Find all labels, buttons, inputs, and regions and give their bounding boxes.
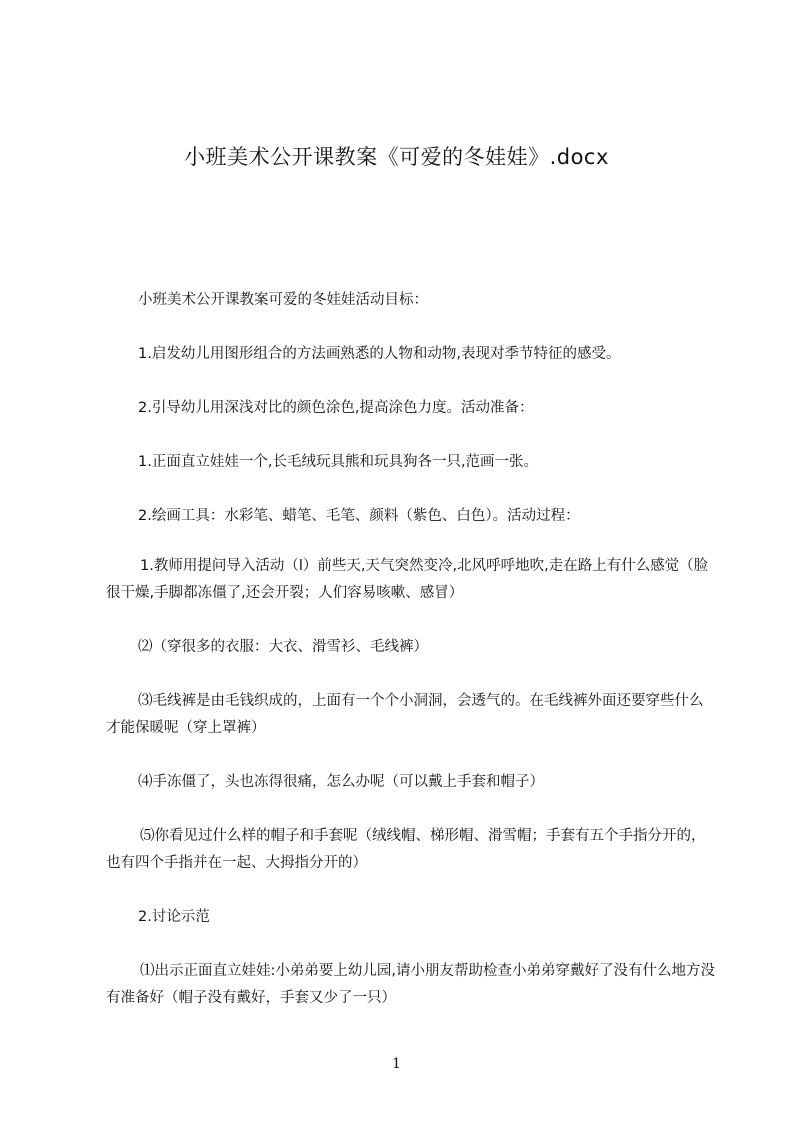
paragraph-discussion-heading: 2.讨论示范 xyxy=(138,909,210,925)
paragraph-objective-1: 1.启发幼儿用图形组合的方法画熟悉的人物和动物,表现对季节特征的感受。 xyxy=(138,346,621,362)
page-number: 1 xyxy=(392,1056,401,1072)
paragraph-process-5: ⑸你看见过什么样的帽子和手套呢（绒线帽、梯形帽、滑雪帽；手套有五个手指分开的，也有四个手指并在一起、大拇指分开的） xyxy=(106,828,706,871)
paragraph-objectives-heading: 小班美术公开课教案可爱的冬娃娃活动目标： xyxy=(138,292,428,308)
paragraph-process-2: ⑵（穿很多的衣服：大衣、滑雪衫、毛线裤） xyxy=(138,639,428,655)
paragraph-process-4: ⑷手冻僵了，头也冻得很痛，怎么办呢（可以戴上手套和帽子） xyxy=(138,774,544,790)
paragraph-preparation-1: 1.正面直立娃娃一个,长毛绒玩具熊和玩具狗各一只,范画一张。 xyxy=(138,454,539,470)
paragraph-discussion-1: ⑴出示正面直立娃娃:小弟弟要上幼儿园,请小朋友帮助检查小弟弟穿戴好了没有什么地方没有准备好（帽子没有戴好，手套又少了一只） xyxy=(106,963,715,1006)
paragraph-process-3: ⑶毛线裤是由毛钱织成的，上面有一个个小洞洞，会透气的。在毛线裤外面还要穿些什么才能保暖呢（穿上罩裤） xyxy=(106,693,704,736)
paragraph-objective-2: 2.引导幼儿用深浅对比的颜色涂色,提高涂色力度。活动准备： xyxy=(138,400,534,416)
document-title: 小班美术公开课教案《可爱的冬娃娃》.docx xyxy=(184,145,609,169)
paragraph-process-1: 1.教师用提问导入活动（l）前些天,天气突然变冷,北风呼呼地吹,走在路上有什么感觉（脸很干燥,手脚都冻僵了,还会开裂；人们容易咳嗽、感冒） xyxy=(106,558,709,601)
paragraph-preparation-2: 2.绘画工具：水彩笔、蜡笔、毛笔、颜料（紫色、白色）。活动过程： xyxy=(138,508,580,524)
